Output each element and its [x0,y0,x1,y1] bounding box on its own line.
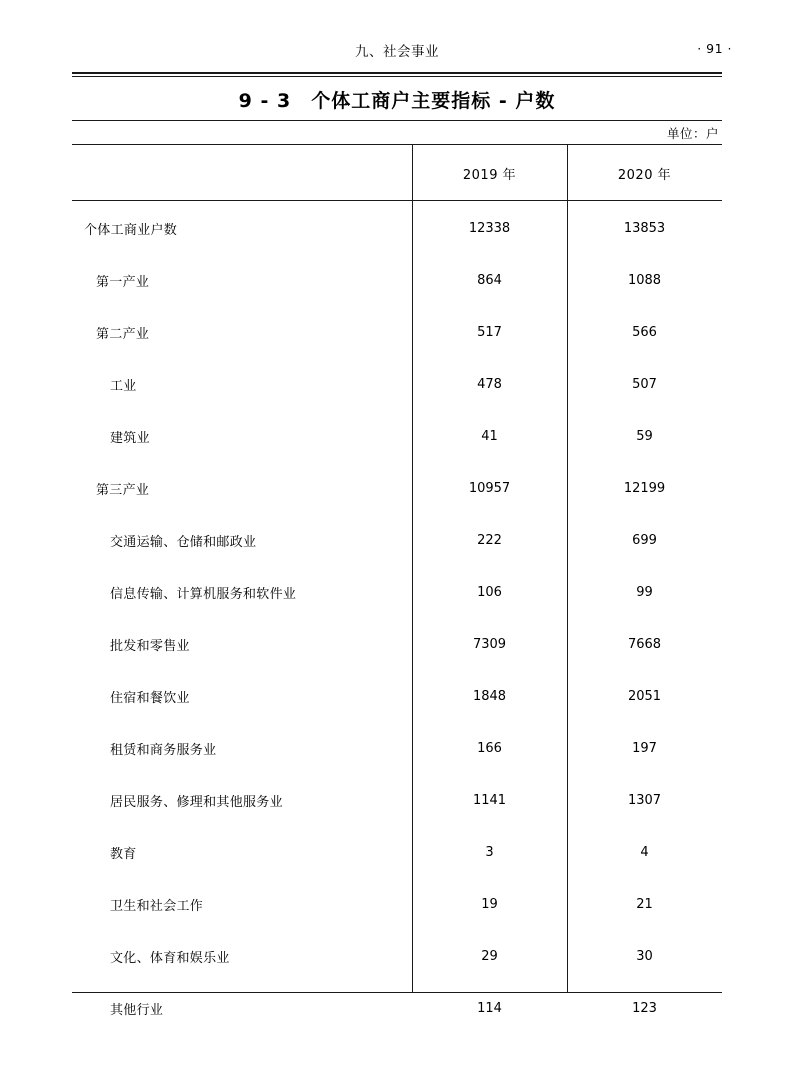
cell-2020: 123 [632,1000,657,1016]
table-row [72,358,722,410]
cell-2020: 1307 [627,792,662,808]
cell-2019: 517 [477,324,502,340]
cell-2019: 3 [485,844,494,860]
row-label: 交通运输、仓储和邮政业 [110,534,257,550]
table-row [72,462,722,514]
cell-2020: 12199 [623,480,666,496]
cell-2019: 478 [477,376,502,392]
table-row [72,202,722,254]
header-rule-thin [72,76,722,77]
cell-2019: 114 [477,1000,502,1016]
row-label: 建筑业 [110,430,150,446]
table-body [72,202,722,1034]
cell-2019: 7309 [472,636,507,652]
cell-2020: 21 [636,896,653,912]
row-label: 第一产业 [96,274,150,290]
row-label: 文化、体育和娱乐业 [110,950,230,966]
table-row [72,982,722,1034]
row-label: 居民服务、修理和其他服务业 [110,794,283,810]
row-label: 批发和零售业 [110,638,190,654]
table-row [72,410,722,462]
cell-2019: 29 [481,948,498,964]
running-head [72,40,732,64]
cell-2020: 99 [636,584,653,600]
row-label: 租赁和商务服务业 [110,742,217,758]
table-row [72,930,722,982]
title-underline [72,120,722,121]
table-row [72,306,722,358]
table-row [72,826,722,878]
cell-2020: 699 [632,532,657,548]
cell-2020: 30 [636,948,653,964]
table-row [72,878,722,930]
running-head-title: 九、社会事业 [355,44,439,60]
row-label: 信息传输、计算机服务和软件业 [110,586,297,602]
cell-2019: 10957 [468,480,511,496]
row-label: 第三产业 [96,482,150,498]
row-label: 教育 [110,846,137,862]
cell-2019: 222 [477,532,502,548]
header-rule-thick [72,72,722,74]
row-label: 工业 [110,378,137,394]
cell-2020: 197 [632,740,657,756]
cell-2019: 166 [477,740,502,756]
row-label: 第二产业 [96,326,150,342]
cell-2019: 41 [481,428,498,444]
cell-2020: 1088 [627,272,662,288]
table-row [72,670,722,722]
cell-2019: 19 [481,896,498,912]
cell-2019: 864 [477,272,502,288]
cell-2019: 106 [477,584,502,600]
row-label: 其他行业 [110,1002,164,1018]
cell-2020: 7668 [627,636,662,652]
column-header-2019: 2019 年 [462,167,517,183]
cell-2020: 13853 [623,220,666,236]
row-label: 卫生和社会工作 [110,898,204,914]
cell-2019: 1848 [472,688,507,704]
table-row [72,254,722,306]
page-number: · 91 · [697,41,732,56]
cell-2020: 59 [636,428,653,444]
table-head [72,144,722,202]
table-title: 9 - 3 个体工商户主要指标 - 户数 [238,90,556,112]
table-row [72,566,722,618]
table-row [72,722,722,774]
cell-2020: 4 [640,844,649,860]
cell-2020: 566 [632,324,657,340]
row-label: 住宿和餐饮业 [110,690,190,706]
table-row [72,514,722,566]
statistics-table [72,144,722,1018]
column-header-2020: 2020 年 [617,167,672,183]
row-label: 个体工商业户数 [84,222,178,238]
table-row [72,774,722,826]
column-header-label [72,144,412,202]
data-table [72,144,722,1034]
table-header-row [72,144,722,202]
unit-note: 单位：户 [666,126,719,141]
cell-2020: 507 [632,376,657,392]
cell-2019: 1141 [472,792,507,808]
cell-2019: 12338 [468,220,511,236]
table-row [72,618,722,670]
cell-2020: 2051 [627,688,662,704]
